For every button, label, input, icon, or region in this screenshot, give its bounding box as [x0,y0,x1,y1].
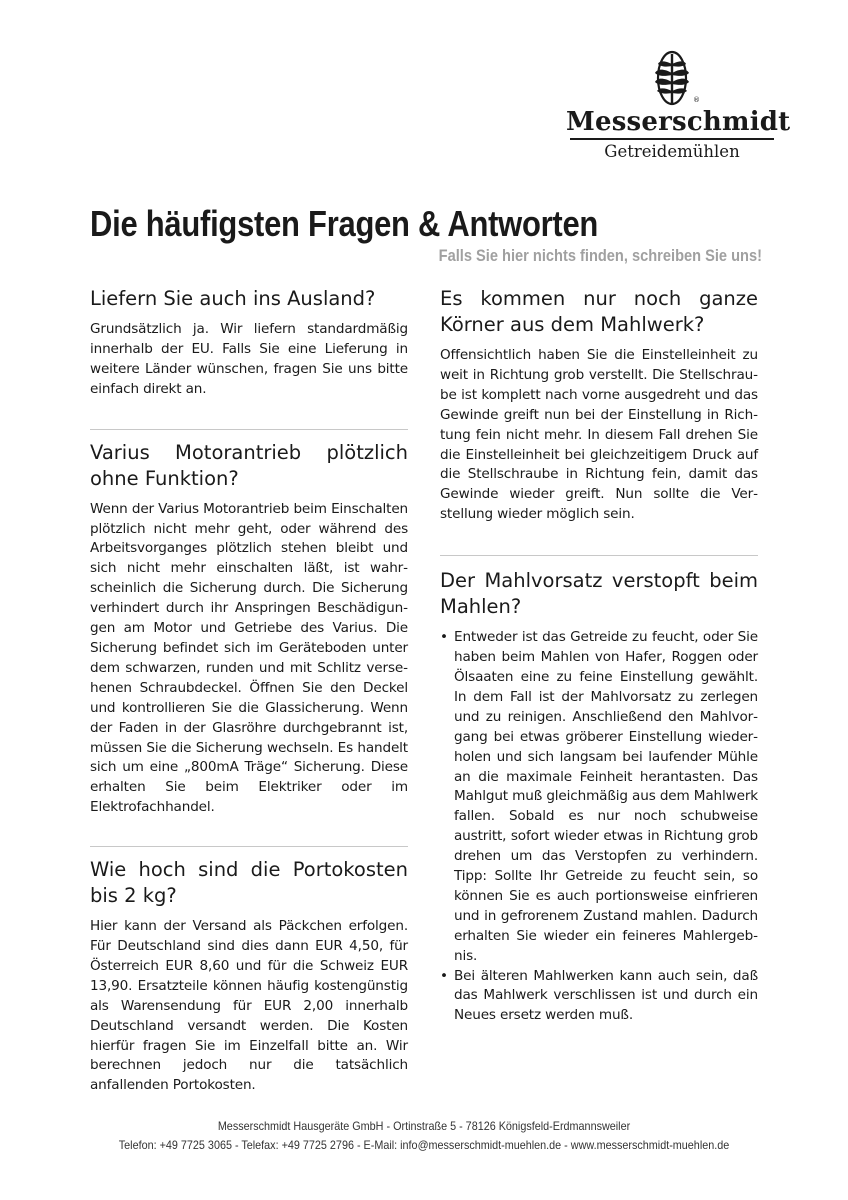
company-logo [566,48,791,161]
list-item [440,967,758,1027]
right-column [440,286,758,1026]
faq-answer: Wenn der Varius Motorantrieb beim Einschalten plötzlich nicht mehr geht, oder während des Arbeitsvorganges plötzlich stehen bleibt und sich nicht mehr einschalten läßt, ist wahrscheinlich die Sicherung durch. Die Sicherung verhindert durch ihr Anspringen Beschädigungen am Motor und Getriebe des Varius. Die Sicherung befindet sich im Geräteboden unter dem schwarzen, runden und mit Schlitz versehenen Schraubdeckel. Öffnen Sie den Deckel und kontrollieren Sie die Glassicherung. Wenn der Faden in der Glasröhre durchgebrannt ist, müssen Sie die Sicherung wechseln. Es handelt sich um eine „800mA Träge“ Sicherung. Diese erhalten Sie beim Elektriker oder im Elektrofachhandel. [90,500,408,816]
faq-answer: Offensichtlich haben Sie die Einstelleinheit zu weit in Richtung grob verstellt. Die Stellschraube ist komplett nach vorne ausgedreht und das Gewinde greift nun bei der Einstellung in Richtung fein nicht mehr. In diesem Fall drehen Sie die Einstelleinheit bei gleichzeitigem Druck auf die Stellschraube in Richtung fein, damit das Gewinde wieder greift. Nun sollte die Verstellung wieder möglich sein. [440,347,758,523]
logo-divider [570,138,774,140]
list-item-text: Entweder ist das Getreide zu feucht, oder Sie haben beim Mahlen von Hafer, Roggen oder Ölsaaten eine zu feine Einstellung gewählt. In dem Fall ist der Mahlvorsatz zu zerlegen und zu reinigen. Anschließend den Mahlvorgang bei etwas gröberer Einstellung wiederholen und sich langsam bei laufender Mühle an die maximale Feinheit herantasten. Das Mahlgut muß gleichmäßig aus dem Mahlwerk fallen. Sobald es nur noch schubweise austritt, sofort wieder etwas in Richtung grob drehen um das Verstopfen zu verhindern. Tipp: Sollte Ihr Getreide zu feucht sein, so können Sie es auch portionsweise einfrieren und in gefrorenem Zustand mahlen. Dadurch erhalten Sie wieder ein feineres Mahlergebnis. [454,629,758,964]
bullet-icon: • [440,967,448,984]
page-title: Die häufigsten Fragen & Antworten [90,203,599,244]
divider [440,555,758,556]
footer-address: Messerschmidt Hausgeräte GmbH - Ortinstraße 5 - 78126 Königsfeld-Erdmannsweiler [217,1119,631,1133]
faq-question: Varius Motorantrieb plötzlich ohne Funktion? [90,440,408,490]
faq-item [90,286,408,400]
divider [90,429,408,430]
faq-question: Liefern Sie auch ins Ausland? [90,287,376,310]
page-subtitle: Falls Sie hier nichts finden, schreiben Sie uns! [438,246,762,265]
left-column [90,286,408,1096]
wheat-logo-icon [637,48,707,108]
faq-answer-list [440,628,758,1026]
faq-item [440,286,758,525]
footer-contact: Telefon: +49 7725 3065 - Telefax: +49 7725 2796 - E-Mail: info@messerschmidt-muehlen.de - www.messerschmidt-muehlen.de [118,1138,730,1152]
faq-item [440,568,758,1026]
registered-mark: ® [693,96,700,104]
faq-item [90,440,408,819]
brand-name: Messerschmidt [566,107,791,137]
faq-question: Der Mahlvorsatz verstopft beim Mahlen? [440,569,758,619]
list-item [440,628,758,966]
faq-question: Es kommen nur noch ganze Körner aus dem Mahlwerk? [440,287,758,336]
divider [90,846,408,847]
bullet-icon: • [440,629,448,646]
faq-question: Wie hoch sind die Portokosten bis 2 kg? [90,858,408,908]
faq-answer: Hier kann der Versand als Päckchen erfolgen. Für Deutschland sind dies dann EUR 4,50, für Österreich EUR 8,60 und für die Schweiz EUR 13,90. Ersatzteile können häufig kostengünstig als Warensendung für EUR 2,00 innerhalb Deutschland versandt werden. Die Kosten hierfür fragen Sie im Einzelfall bitte an. Wir berechnen jedoch nur die tatsächlich anfallenden Portokosten. [90,918,408,1094]
faq-answer: Grundsätzlich ja. Wir liefern standardmäßig innerhalb der EU. Falls Sie eine Lieferung in weitere Länder wünschen, fragen Sie uns bitte einfach direkt an. [90,321,408,397]
brand-subtitle: Getreidemühlen [604,142,740,161]
list-item-text: Bei älteren Mahlwerken kann auch sein, daß das Mahlwerk verschlissen ist und durch ein Neues ersetz werden muß. [454,967,758,1024]
faq-item [90,857,408,1096]
page-footer [0,1117,848,1155]
